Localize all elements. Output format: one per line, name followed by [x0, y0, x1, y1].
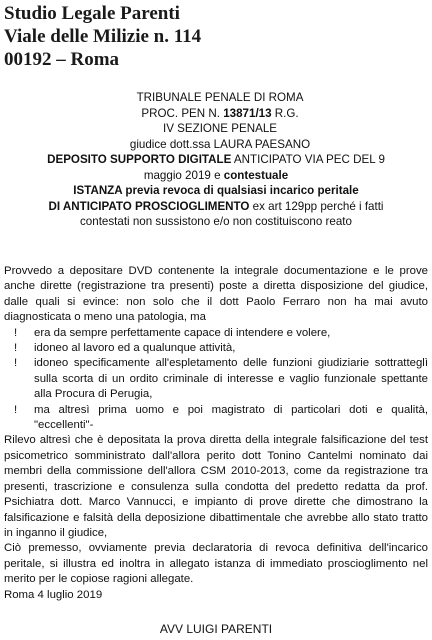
istanza-title: ISTANZA previa revoca di qualsiasi incarico peritale: [73, 184, 359, 197]
list-item: ! ma altresì prima uomo e poi magistrato di particolari doti e qualità, "eccellenti"-: [14, 403, 428, 432]
place-date: Roma 4 luglio 2019: [4, 588, 103, 601]
letterhead-city: 00192 – Roma: [4, 49, 120, 70]
bullet-marker: !: [14, 342, 18, 355]
case-header: [0, 90, 432, 230]
istanza-reason: contestati non sussistono e/o non costituiscono reato: [80, 215, 352, 228]
bullet-marker: !: [14, 403, 18, 416]
deposit-title: DEPOSITO SUPPORTO DIGITALE ANTICIPATO VIA PEC DEL 9: [47, 153, 385, 166]
letterhead-address: Viale delle Milizie n. 114: [4, 26, 202, 47]
request-paragraph: Ciò premesso, ovviamente previa declaratoria di revoca definitiva dell'incarico peritale, si illustra ed inoltra in allegato istanza di immediato proscioglimento nel merito per le copiose ragioni allegate.: [4, 542, 428, 586]
court-section: IV SEZIONE PENALE: [162, 122, 278, 135]
deposit-date: maggio 2019 e contestuale: [143, 168, 289, 182]
letterhead: [4, 2, 201, 71]
document-body: [4, 264, 428, 603]
proceeding-number: PROC. PEN N. 13871/13 R.G.: [141, 106, 299, 120]
list-item: ! era da sempre perfettamente capace di intendere e volere,: [4, 326, 428, 341]
intro-paragraph: Provvedo a depositare DVD contenente la integrale documentazione e le prove anche dirette (registrazione tra presenti) poste a diretta disposizione del giudice, dalle quali si evince: non solo che il dott Paolo Ferraro non ha mai avuto diagnosticata o meno una patologia, ma: [4, 265, 428, 324]
proceeding-number-value: 13871/13: [223, 106, 272, 120]
bullet-marker: !: [14, 326, 18, 339]
letterhead-firm-name: Studio Legale Parenti: [4, 3, 180, 24]
list-item: ! idoneo al lavoro ed a qualunque attività,: [4, 341, 428, 356]
bullet-marker: !: [14, 357, 18, 370]
signature: AVV LUIGI PARENTI: [159, 622, 273, 636]
court-name: TRIBUNALE PENALE DI ROMA: [136, 91, 304, 104]
judge-name: giudice dott.ssa LAURA PAESANO: [129, 137, 311, 151]
istanza-subtitle: DI ANTICIPATO PROSCIOGLIMENTO ex art 129pp perché i fatti: [48, 199, 384, 213]
list-item: ! idoneo specificamente all'espletamento delle funzioni giudiziarie sottratteglì sulla scorta di un ordito criminale di interesse e vaglio funzionale spettante alla Procura di Perugia,: [14, 357, 428, 401]
evidence-paragraph: Rilevo altresì che è depositata la prova diretta della integrale falsificazione del test psicometrico somministrato dall'allora perito dott Tonino Cantelmi nominato dai membri della commissione dell'allora CSM 2010-2013, come da registrazione tra presenti, trascrizione e consulenza sulla condotta del predetto redatta da prof. Psichiatra dott. Marco Vannucci, e impianto di prove dirette che dimostrano la falsificazione e falsità della deposizione dibattimentale che avrebbe allo stato tratto in inganno il giudice,: [4, 434, 428, 539]
